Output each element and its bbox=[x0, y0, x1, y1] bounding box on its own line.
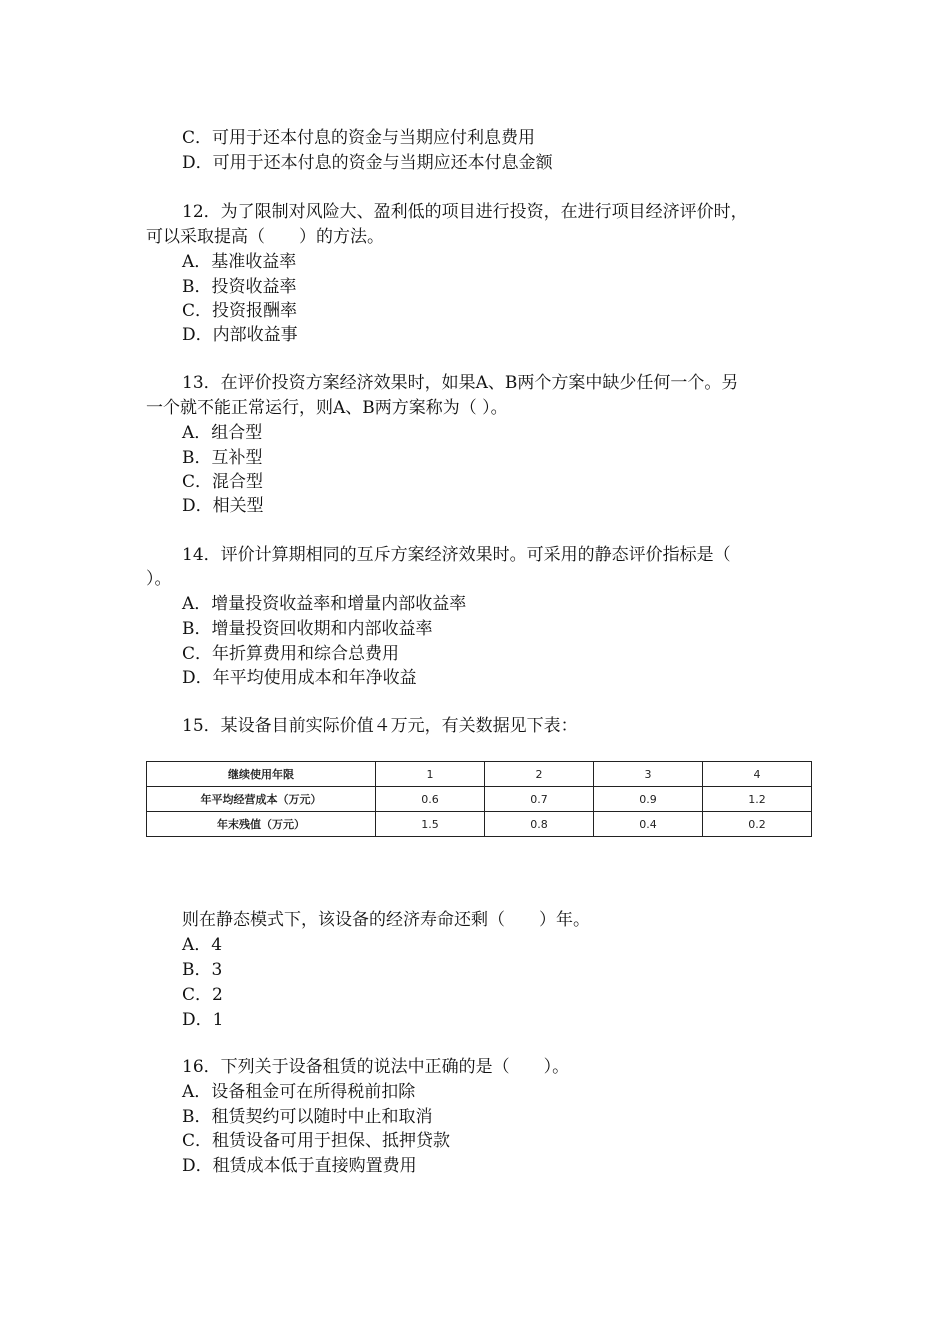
q13-option-c: C．混合型 bbox=[182, 472, 264, 492]
q16-option-d: D．租赁成本低于直接购置费用 bbox=[182, 1156, 417, 1176]
table-cell: 4 bbox=[703, 762, 812, 787]
q14-option-a: A．增量投资收益率和增量内部收益率 bbox=[182, 594, 467, 614]
q11-option-d: D．可用于还本付息的资金与当期应还本付息金额 bbox=[182, 153, 553, 173]
q13-option-b: B．互补型 bbox=[182, 448, 263, 468]
q15-option-a: A．4 bbox=[182, 935, 223, 955]
q16-option-a: A．设备租金可在所得税前扣除 bbox=[182, 1082, 416, 1102]
table-cell: 0.7 bbox=[485, 787, 594, 812]
table-cell: 0.4 bbox=[594, 812, 703, 837]
q14-option-d: D．年平均使用成本和年净收益 bbox=[182, 668, 417, 688]
q12-option-a: A．基准收益率 bbox=[182, 252, 297, 272]
table-cell: 1.2 bbox=[703, 787, 812, 812]
q12-stem-line2: 可以采取提高（ ）的方法。 bbox=[146, 227, 384, 247]
q14-stem-line1: 14．评价计算期相同的互斥方案经济效果时。可采用的静态评价指标是（ bbox=[182, 545, 731, 565]
q14-stem-line2: ）。 bbox=[146, 569, 172, 589]
q13-stem-line2: 一个就不能正常运行，则A、B两方案称为（ ）。 bbox=[146, 398, 508, 418]
table-cell: 1 bbox=[376, 762, 485, 787]
q13-stem-line1: 13．在评价投资方案经济效果时，如果A、B两个方案中缺少任何一个。另 bbox=[182, 373, 739, 393]
q12-option-c: C．投资报酬率 bbox=[182, 301, 298, 321]
table-row bbox=[147, 812, 812, 837]
table-row bbox=[147, 762, 812, 787]
q15-option-d: D．1 bbox=[182, 1010, 224, 1030]
q12-option-d: D．内部收益事 bbox=[182, 325, 298, 345]
q16-option-b: B．租赁契约可以随时中止和取消 bbox=[182, 1107, 433, 1127]
q15-stem: 15．某设备目前实际价值４万元，有关数据见下表： bbox=[182, 716, 578, 736]
q11-option-c: C．可用于还本付息的资金与当期应付利息费用 bbox=[182, 128, 536, 148]
q15-option-b: B．3 bbox=[182, 960, 223, 980]
table-cell: 1.5 bbox=[376, 812, 485, 837]
table-header-cell: 继续使用年限 bbox=[147, 762, 376, 787]
q16-stem: 16．下列关于设备租赁的说法中正确的是（ ）。 bbox=[182, 1057, 570, 1077]
q14-option-b: B．增量投资回收期和内部收益率 bbox=[182, 619, 433, 639]
q14-option-c: C．年折算费用和综合总费用 bbox=[182, 644, 400, 664]
table-row bbox=[147, 787, 812, 812]
table-cell: 0.9 bbox=[594, 787, 703, 812]
table-header-cell: 年平均经营成本（万元） bbox=[147, 787, 376, 812]
q16-option-c: C．租赁设备可用于担保、抵押贷款 bbox=[182, 1131, 451, 1151]
q13-option-a: A．组合型 bbox=[182, 423, 263, 443]
table-cell: 0.8 bbox=[485, 812, 594, 837]
q15-option-c: C．2 bbox=[182, 985, 223, 1005]
table-header-cell: 年末残值（万元） bbox=[147, 812, 376, 837]
table-cell: 0.6 bbox=[376, 787, 485, 812]
table-cell: 0.2 bbox=[703, 812, 812, 837]
table-cell: 3 bbox=[594, 762, 703, 787]
table-cell: 2 bbox=[485, 762, 594, 787]
q12-option-b: B．投资收益率 bbox=[182, 277, 297, 297]
q12-stem-line1: 12．为了限制对风险大、盈利低的项目进行投资，在进行项目经济评价时， bbox=[182, 202, 748, 222]
q13-option-d: D．相关型 bbox=[182, 496, 264, 516]
q15-question: 则在静态模式下，该设备的经济寿命还剩（ ）年。 bbox=[182, 910, 590, 930]
q15-data-table bbox=[146, 761, 812, 837]
